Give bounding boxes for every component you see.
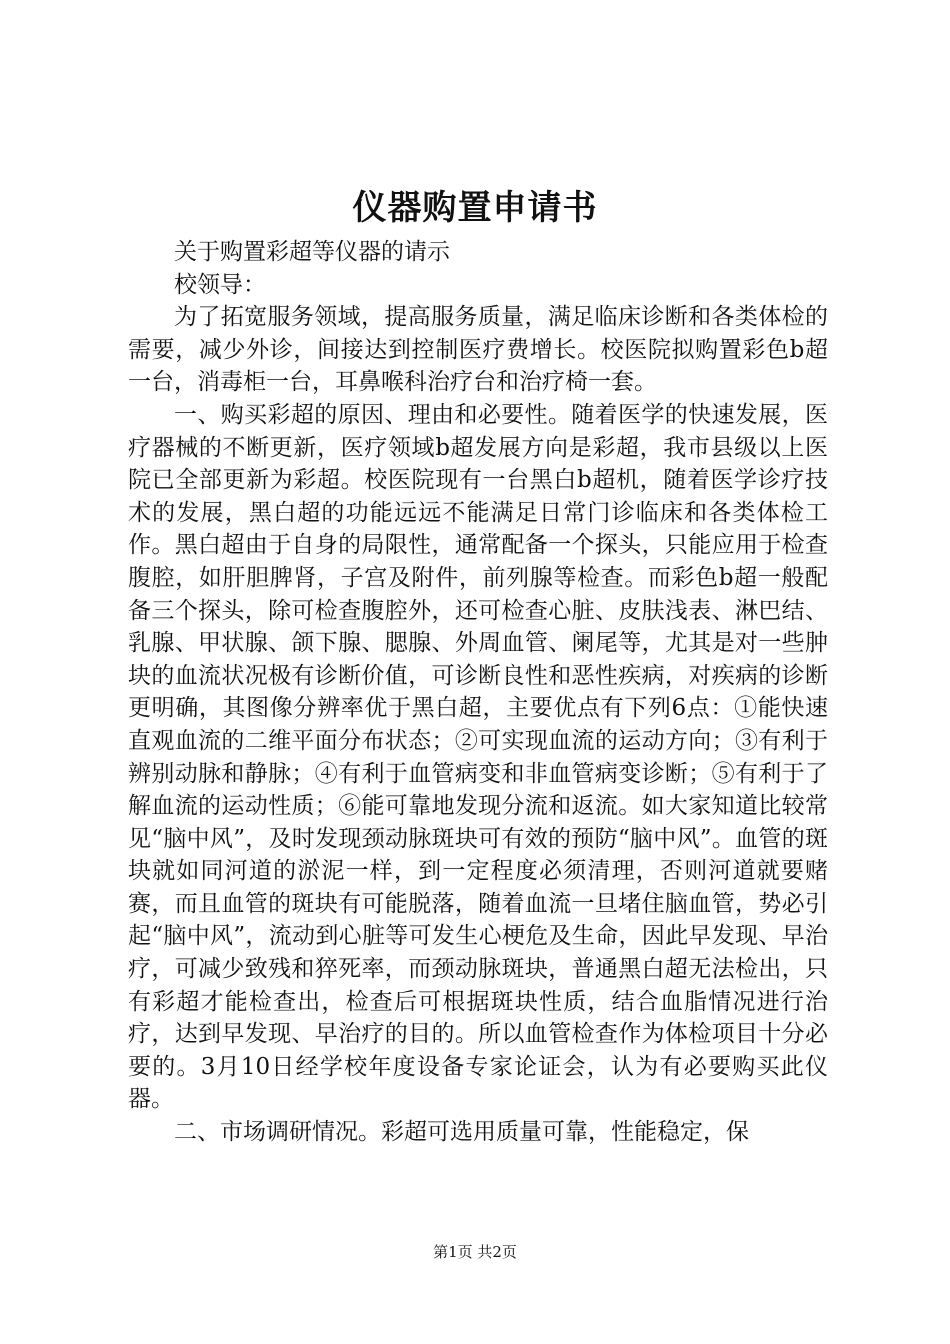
paragraph-section-one: 一、购买彩超的原因、理由和必要性。随着医学的快速发展，医疗器械的不断更新，医疗领域b超发展方向是彩超，我市县级以上医院已全部更新为彩超。校医院现有一台黑白b超机，随着医学诊疗技术的发展，黑白超的功能远远不能满足日常门诊临床和各类体检工作。黑白超由于自身的局限性，通常配备一个探头，只能应用于检查腹腔，如肝胆脾肾，子宫及附件，前列腺等检查。而彩色b超一般配备三个探头，除可检查腹腔外，还可检查心脏、皮肤浅表、淋巴结、乳腺、甲状腺、颌下腺、腮腺、外周血管、阑尾等，尤其是对一些肿块的血流状况极有诊断价值，可诊断良性和恶性疾病，对疾病的诊断更明确，其图像分辨率优于黑白超，主要优点有下列6点：①能快速直观血流的二维平面分布状态；②可实现血流的运动方向；③有利于辨别动脉和静脉；④有利于血管病变和非血管病变诊断；⑤有利于了解血流的运动性质；⑥能可靠地发现分流和返流。如大家知道比较常见“脑中风”，及时发现颈动脉斑块可有效的预防“脑中风”。血管的斑块就如同河道的淤泥一样，到一定程度必须清理，否则河道就要赌赛，而且血管的斑块有可能脱落，随着血流一旦堵住脑血管，势必引起“脑中风”，流动到心脏等可发生心梗危及生命，因此早发现、早治疗，可减少致残和猝死率，而颈动脉斑块，普通黑白超无法检出，只有彩超才能检查出，检查后可根据斑块性质，结合血脂情况进行治疗，达到早发现、早治疗的目的。所以血管检查作为体检项目十分必要的。3月10日经学校年度设备专家论证会，认为有必要购买此仪器。 [128, 401, 828, 1113]
paragraph-section-two: 二、市场调研情况。彩超可选用质量可靠，性能稳定，保 [174, 1119, 749, 1146]
paragraph-intro: 为了拓宽服务领域，提高服务质量，满足临床诊断和各类体检的需要，减少外诊，间接达到控制医疗费增长。校医院拟购置彩色b超一台，消毒柜一台，耳鼻喉科治疗台和治疗椅一套。 [128, 304, 828, 396]
salutation: 校领导： [174, 271, 266, 298]
subject-line: 关于购置彩超等仪器的请示 [174, 239, 450, 265]
document-title: 仪器购置申请书 [352, 188, 598, 228]
document-body [128, 236, 828, 1149]
page-footer: 第1页 共2页 [433, 1243, 517, 1261]
